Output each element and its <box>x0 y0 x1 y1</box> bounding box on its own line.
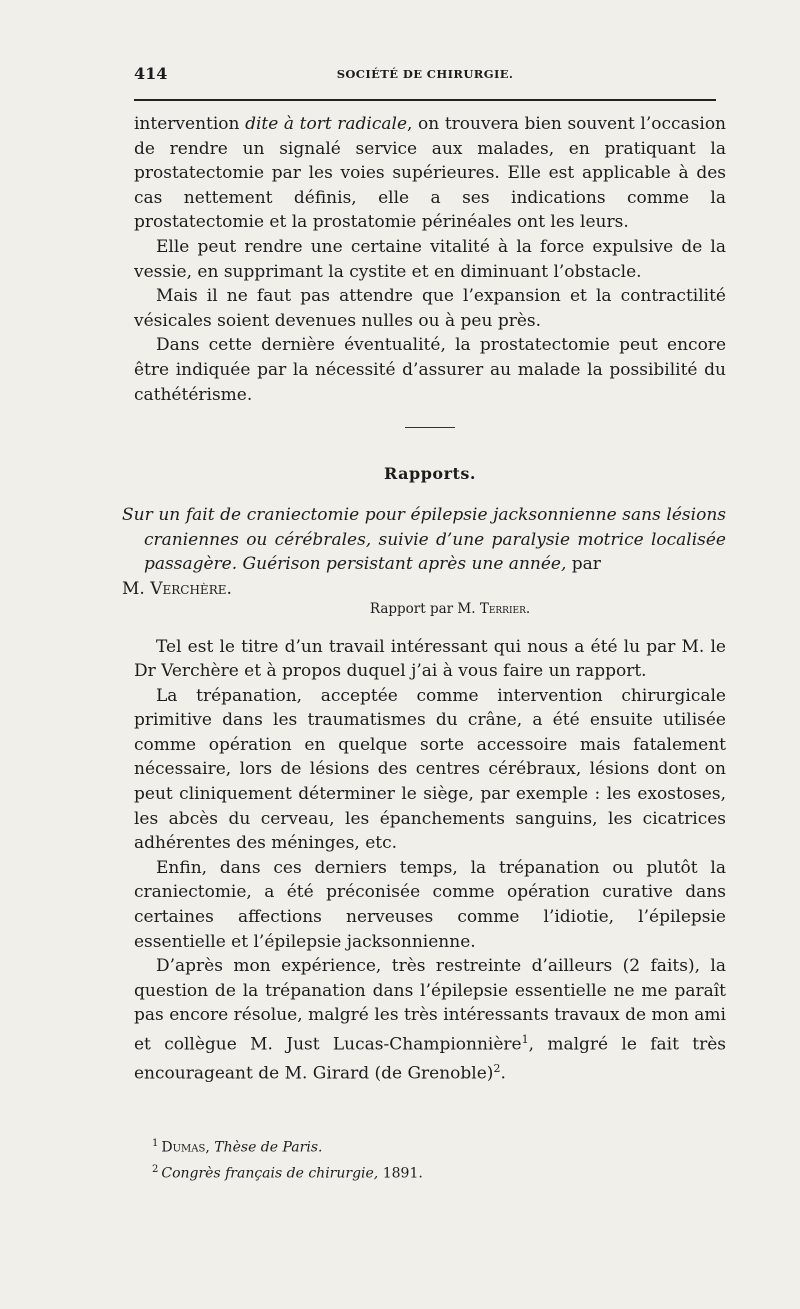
paragraph: Enfin, dans ces derniers temps, la trépanation ou plutôt la craniectomie, a été préconisée comme opération curative dans certaines affections nerveuses comme l’idiotie, l’épilepsie essentielle et l’épilepsie jacksonnienne. <box>134 857 726 952</box>
section-divider <box>405 427 455 428</box>
report-title: Sur un fait de craniectomie pour épilepsie jacksonnienne sans lésions craniennes ou cérébrales, suivie d’une paralysie motrice localisée passagère. Guérison persistant après une année, par <box>122 505 726 575</box>
paragraph: Tel est le titre d’un travail intéressant qui nous a été lu par M. le Dr Verchère et à propos duquel j’ai à vous faire un rapport. <box>134 636 726 682</box>
header-rule <box>134 99 716 101</box>
page-body <box>122 112 727 1087</box>
footnote: $^1$ Dumas, Thèse de Paris. <box>152 1138 323 1156</box>
paragraph: D’après mon expérience, très restreinte d’ailleurs (2 faits), la question de la trépanation dans l’épilepsie essentielle ne me paraît pas encore résolue, malgré les très intéressants travaux de mon ami et collègue M. Just Lucas-Championnière$^1$, malgré le fait très encourageant de M. Girard (de Grenoble)$^2$. <box>134 956 726 1084</box>
footnote-ref[interactable]: 2 <box>493 1062 501 1076</box>
running-head <box>134 64 716 86</box>
footnote: $^2$ Congrès français de chirurgie, 1891. <box>152 1163 423 1182</box>
page-number: 414 <box>134 64 168 83</box>
paragraph: La trépanation, acceptée comme intervention chirurgicale primitive dans les traumatismes du crâne, a été ensuite utilisée comme opération en quelque sorte accessoire mais fatalement nécessaire, lors de lésions des centres cérébraux, lésions dont on peut cliniquement déterminer le siège, par exemple : les exostoses, les abcès du cerveau, les épanchements sanguins, les cicatrices adhérentes des méninges, etc. <box>134 685 726 854</box>
paragraph: Dans cette dernière éventualité, la prostatectomie peut encore être indiquée par la nécessité d’assurer au malade la possibilité du cathétérisme. <box>134 335 726 405</box>
paragraph: Elle peut rendre une certaine vitalité à la force expulsive de la vessie, en supprimant la cystite et en diminuant l’obstacle. <box>134 236 726 282</box>
paragraph: intervention dite à tort radicale, on trouvera bien souvent l’occasion de rendre un signalé service aux malades, en pratiquant la prostatectomie par les voies supérieures. Elle est applicable à des cas nettement définis, elle a ses indications comme la prostatectomie et la prostatomie périnéales ont les leurs. <box>134 114 727 233</box>
rapport-by: Rapport par M. Terrier. <box>369 600 531 617</box>
report-author: M. Verchère. <box>122 578 232 599</box>
running-title: SOCIÉTÉ DE CHIRURGIE. <box>336 67 514 81</box>
footnote-ref[interactable]: 1 <box>521 1033 529 1046</box>
paragraph: Mais il ne faut pas attendre que l’expansion et la contractilité vésicales soient devenues nulles ou à peu près. <box>134 286 726 331</box>
section-title: Rapports. <box>384 464 476 484</box>
footnotes <box>152 1133 712 1184</box>
